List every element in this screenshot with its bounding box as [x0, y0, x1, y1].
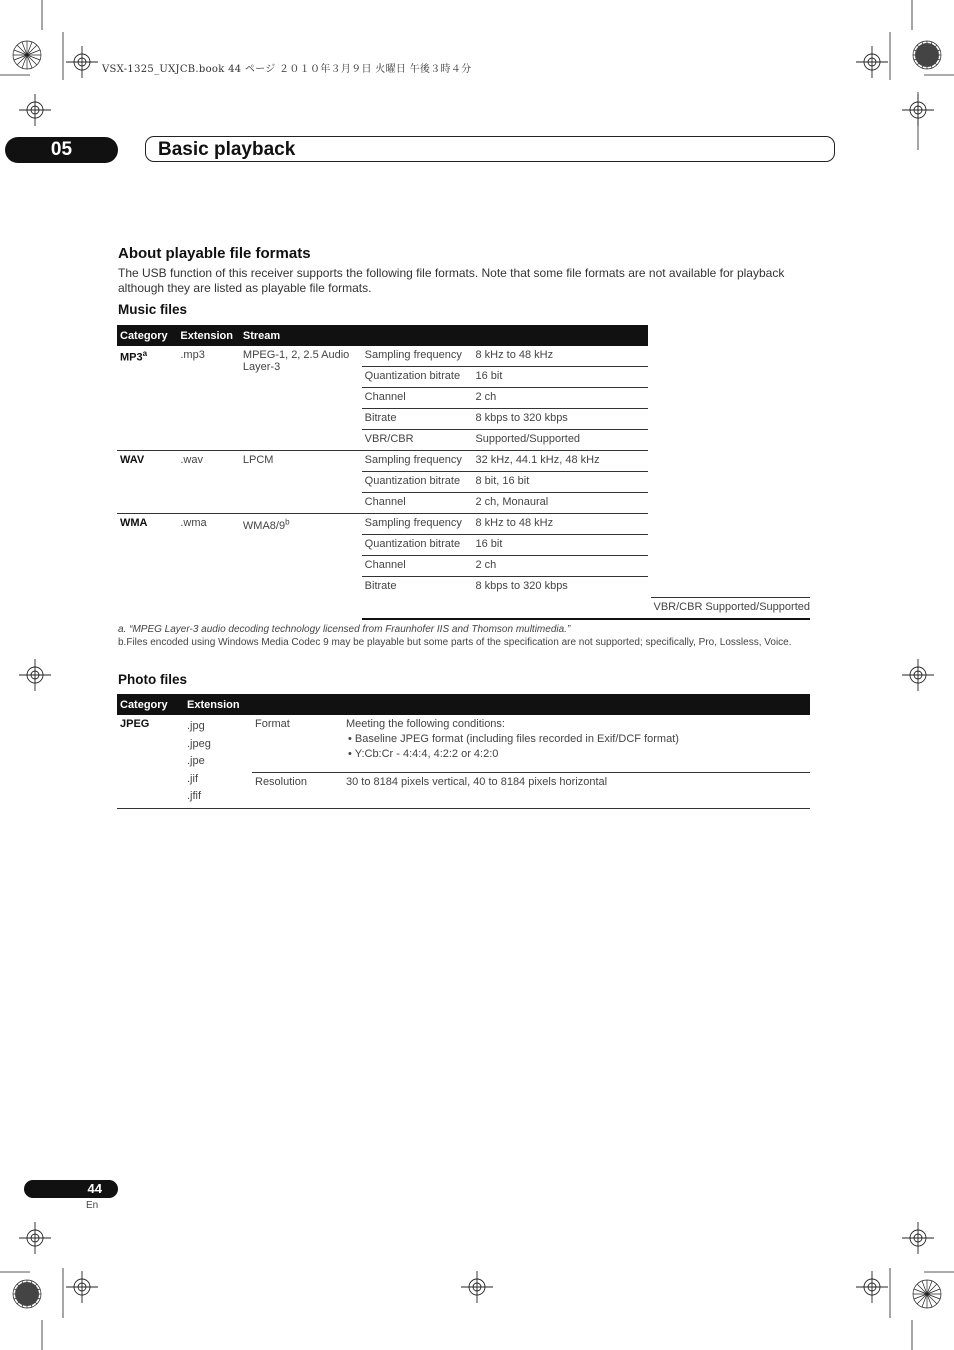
page-number: 44	[24, 1180, 118, 1198]
spec-value: 32 kHz, 44.1 kHz, 48 kHz	[472, 451, 647, 472]
col-category: Category	[117, 694, 184, 715]
spec-value: 8 bit, 16 bit	[472, 472, 647, 493]
category-cell: WAV	[117, 451, 177, 514]
chapter-number: 05	[5, 137, 118, 163]
list-item: • Baseline JPEG format (including files recorded in Exif/DCF format)	[348, 733, 679, 745]
col-extension: Extension	[184, 694, 810, 715]
extension-list	[184, 715, 252, 808]
col-stream: Stream	[240, 325, 648, 346]
spec-value: 8 kHz to 48 kHz	[475, 349, 554, 361]
spec-label: Bitrate	[362, 409, 473, 430]
table-spacer	[472, 597, 647, 619]
extension-cell: .mp3	[180, 349, 205, 361]
extension-item: .jpe	[187, 755, 205, 767]
language-label: En	[86, 1200, 99, 1211]
format-label: Format	[255, 718, 290, 730]
footnote-b: b.Files encoded using Windows Media Codec 9 may be playable but some parts of the specification are not supported; specifically, Pro, Lossless, Voice.	[118, 637, 792, 648]
spec-value: 2 ch, Monaural	[472, 493, 647, 514]
extension-cell: .wma	[177, 514, 240, 619]
table-row	[117, 514, 810, 535]
extension-cell: .wav	[177, 451, 240, 514]
music-files-table	[117, 325, 810, 620]
spec-value: 16 bit	[472, 367, 647, 388]
stream-cell: MPEG-1, 2, 2.5 Audio Layer-3	[242, 349, 350, 373]
chapter-title: Basic playback	[145, 136, 835, 162]
list-item: • Y:Cb:Cr - 4:4:4, 4:2:2 or 4:2:0	[348, 748, 499, 760]
spec-value: 2 ch	[472, 388, 647, 409]
spec-label: Bitrate	[362, 577, 473, 598]
print-header: VSX-1325_UXJCB.book 44 ページ ２０１０年３月９日 火曜日 午後３時４分	[102, 64, 472, 75]
spec-label: Quantization bitrate	[362, 535, 473, 556]
spec-value: 8 kbps to 320 kbps	[472, 409, 647, 430]
stream-cell: WMA8/9$^b$	[240, 514, 362, 619]
table-header-row	[117, 325, 810, 346]
table-row	[117, 715, 810, 773]
intro-paragraph: The USB function of this receiver supports the following file formats. Note that some file formats are not available for playback although they are listed as playable file formats.	[118, 266, 785, 295]
col-extension: Extension	[177, 325, 240, 346]
spec-label: Channel	[362, 388, 473, 409]
stream-cell: LPCM	[240, 451, 362, 514]
category-cell: WMA	[117, 514, 177, 619]
spec-label: VBR/CBR	[651, 597, 703, 619]
table-header-row	[117, 694, 810, 715]
spec-value: Supported/Supported	[702, 597, 810, 619]
resolution-value: 30 to 8184 pixels vertical, 40 to 8184 pixels horizontal	[343, 773, 810, 808]
spec-value: 2 ch	[472, 556, 647, 577]
spec-label: Sampling frequency	[364, 349, 462, 361]
spec-label: Channel	[362, 556, 473, 577]
spec-label: Sampling frequency	[362, 451, 473, 472]
resolution-label: Resolution	[252, 773, 343, 808]
format-intro: Meeting the following conditions:	[346, 718, 505, 730]
spec-label: Channel	[362, 493, 473, 514]
category-cell: JPEG	[117, 715, 184, 808]
spec-label: Quantization bitrate	[362, 472, 473, 493]
spec-value: 8 kHz to 48 kHz	[472, 514, 647, 535]
spec-label: VBR/CBR	[362, 430, 473, 451]
extension-item: .jfif	[187, 790, 202, 802]
section-title: About playable file formats	[118, 245, 311, 262]
footnote-a: a. “MPEG Layer-3 audio decoding technology licensed from Fraunhofer IIS and Thomson multimedia.”	[118, 624, 571, 635]
photo-files-table	[117, 694, 810, 809]
table-row	[117, 451, 810, 472]
spec-value: Supported/Supported	[472, 430, 647, 451]
extension-item: .jpeg	[187, 737, 211, 750]
extension-item: .jif	[187, 772, 198, 785]
col-category: Category	[117, 325, 177, 346]
spec-label: Sampling frequency	[362, 514, 473, 535]
spec-label: Quantization bitrate	[362, 367, 473, 388]
extension-item: .jpg	[187, 720, 205, 732]
music-files-heading: Music files	[118, 302, 188, 317]
spec-value: 16 bit	[472, 535, 647, 556]
table-spacer	[362, 597, 473, 619]
photo-files-heading: Photo files	[118, 672, 188, 687]
table-row	[117, 346, 810, 367]
format-conditions	[343, 715, 810, 773]
spec-value: 8 kbps to 320 kbps	[472, 577, 647, 598]
category-cell: MP3$^a$	[120, 349, 148, 364]
